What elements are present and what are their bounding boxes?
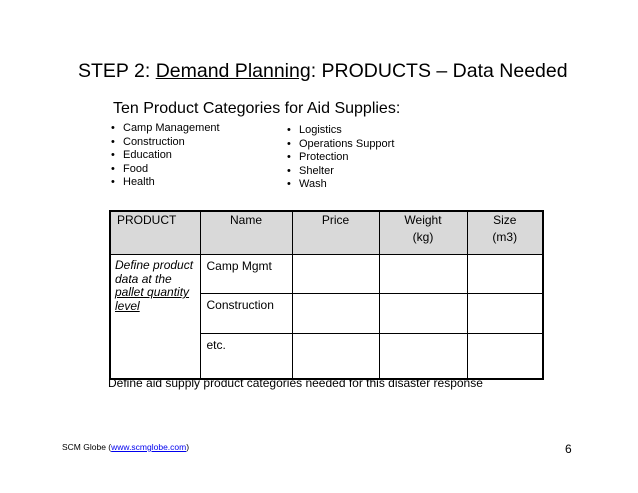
category-item: • Protection — [287, 151, 394, 165]
define-line-underlined: pallet quantity — [115, 285, 190, 299]
cell-price — [292, 294, 379, 334]
category-list-right — [287, 124, 394, 192]
cell-name: etc. — [200, 334, 292, 380]
table-row — [110, 255, 543, 294]
source-link[interactable]: www.scmglobe.com — [111, 442, 187, 452]
footer-note: Define aid supply product categories needed for this disaster response — [108, 376, 483, 390]
cell-size — [467, 334, 543, 380]
header-size-line1: Size — [493, 213, 517, 227]
cell-weight — [379, 255, 467, 294]
header-weight-line1: Weight — [404, 213, 442, 227]
page-number: 6 — [565, 442, 572, 456]
category-item: • Camp Management — [111, 122, 220, 136]
subtitle: Ten Product Categories for Aid Supplies: — [113, 100, 401, 117]
header-name: Name — [200, 211, 292, 255]
cell-size — [467, 255, 543, 294]
category-item: • Construction — [111, 136, 220, 150]
category-item: • Logistics — [287, 124, 394, 138]
source-prefix: SCM Globe ( — [62, 442, 112, 452]
header-size — [467, 211, 543, 255]
title-prefix: STEP 2: — [78, 60, 156, 82]
header-price: Price — [292, 211, 379, 255]
category-item: • Shelter — [287, 165, 394, 179]
source-suffix: ) — [186, 442, 190, 452]
define-line: Define product — [115, 258, 194, 272]
header-size-line2: (m3) — [492, 230, 518, 244]
product-data-table — [109, 210, 544, 380]
header-weight-line2: (kg) — [412, 230, 434, 244]
source-credit — [62, 442, 189, 452]
category-item: • Wash — [287, 178, 394, 192]
cell-name: Construction — [200, 294, 292, 334]
define-product-note — [110, 255, 200, 380]
category-item: • Health — [111, 176, 220, 190]
slide-title — [78, 60, 568, 83]
define-line: data at the — [115, 271, 172, 286]
cell-name: Camp Mgmt — [200, 255, 292, 294]
category-list-left — [111, 122, 220, 190]
cell-size — [467, 294, 543, 334]
category-item: • Education — [111, 149, 220, 163]
cell-price — [292, 334, 379, 380]
category-item: • Food — [111, 163, 220, 177]
cell-weight — [379, 334, 467, 380]
cell-weight — [379, 294, 467, 334]
cell-price — [292, 255, 379, 294]
title-underlined: Demand Planning — [155, 60, 311, 82]
header-weight — [379, 211, 467, 255]
define-line-underlined: level — [115, 298, 140, 313]
title-suffix: : PRODUCTS – Data Needed — [310, 60, 568, 82]
category-item: • Operations Support — [287, 138, 394, 152]
table-header-row — [110, 211, 543, 255]
header-product: PRODUCT — [110, 211, 200, 255]
